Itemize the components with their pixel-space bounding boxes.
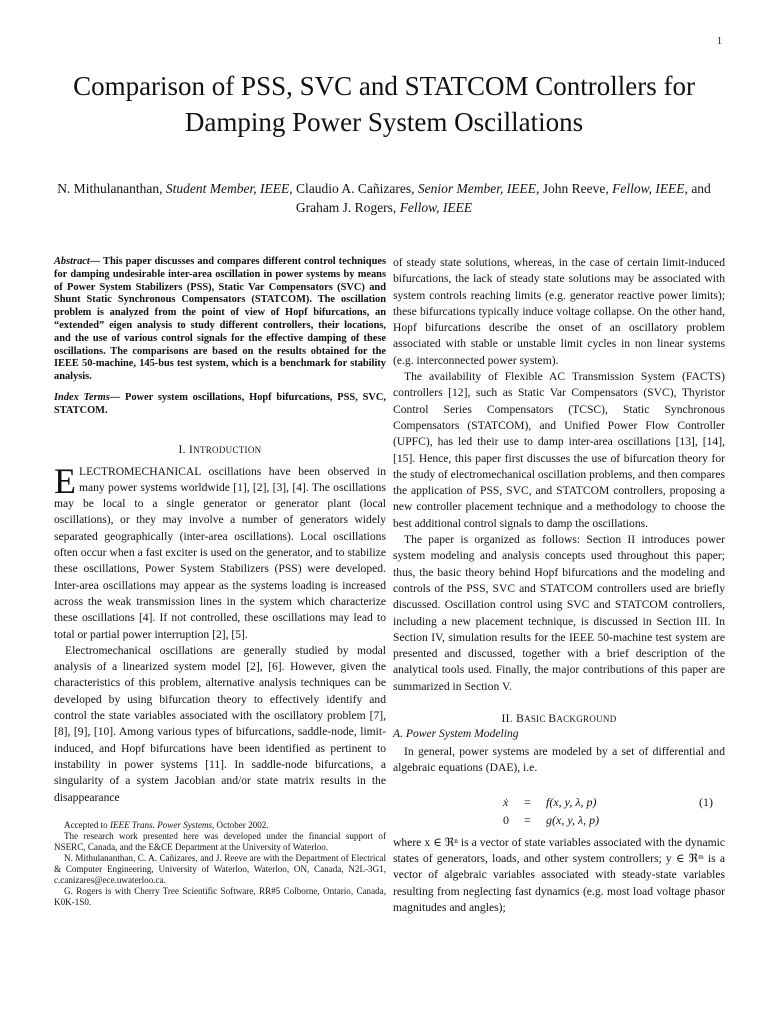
eq-rhs-1: f(x, y, λ, p)	[546, 794, 597, 809]
section-heading-background: II. BASIC BACKGROUND	[501, 713, 617, 726]
author-separator: , and Graham J. Rogers,	[295, 181, 711, 215]
author-2-role: Senior Member, IEEE	[417, 181, 536, 196]
drop-cap: E	[54, 460, 76, 501]
author-separator: , Claudio A. Cañizares,	[289, 181, 418, 196]
paper-title: Comparison of PSS, SVC and STATCOM Controllers for Damping Power System Oscillations	[73, 71, 695, 137]
background-paragraph-2: where x ∈ ℜⁿ is a vector of state variables associated with the dynamic states of generators, loads, and other system controllers; y ∈ ℜᵐ is a vector of algebraic variables associated with steady-state variables resulting from neglecting fast dynamics (e.g. most load voltage phasor magnitudes and angles);	[393, 835, 725, 914]
author-4-role: Fellow, IEEE	[399, 200, 473, 215]
footnote-affiliation: N. Mithulananthan, C. A. Cañizares, and J. Reeve are with the Department of Electrical & Computer Engineering, University of Waterloo, Waterloo, ON, Canada, N2L-3G1, c.canizares@ece.uwaterloo.ca.	[54, 853, 386, 885]
index-terms-label: Index Terms—	[54, 391, 121, 403]
author-list	[40, 179, 728, 217]
subsection-heading: A. Power System Modeling	[393, 727, 519, 741]
eq-op-1: =	[524, 794, 531, 809]
eq-lhs-1: ẋ	[503, 794, 509, 809]
section-heading-introduction: I. INTRODUCTION	[178, 443, 262, 456]
background-paragraph-1: In general, power systems are modeled by a set of differential and algebraic equations (DAE), i.e.	[393, 745, 725, 775]
index-terms	[54, 392, 386, 418]
footnote-rogers: G. Rogers is with Cherry Tree Scientific Software, RR#5 Colborne, Ontario, Canada, K0K-1S0.	[54, 886, 386, 907]
eq-number: (1)	[699, 794, 713, 809]
abstract	[54, 256, 386, 384]
eq-lhs-2: 0	[503, 812, 509, 827]
intro-paragraph-1: ELECTROMECHANICAL oscillations have been observed in many power systems worldwide [1], [2], [3], [4]. The oscillations may be local to a single generator or generator plant (local oscillations), or they may involve a number of generators widely separated geographically (inter-area oscillations). Local oscillations often occur when a fast exciter is used on the generator, and to stabilize these oscillations, Power System Stabilizers (PSS) were developed. Inter-area oscillations may appear as the systems loading is increased across the weak transmission lines in the system which characterize these oscillations [4]. If not controlled, these oscillations may lead to total or partial power interruption [2], [5].	[54, 460, 386, 641]
right-column	[393, 255, 725, 916]
eq-rhs-2: g(x, y, λ, p)	[546, 812, 600, 827]
intro-paragraph-3: of steady state solutions, whereas, in the case of certain limit-induced bifurcations, the lack of steady state solutions may be associated with system controls reaching limits (e.g. generator reactive power limits); these bifurcations typically induce voltage collapse. On the other hand, Hopf bifurcations describe the onset of an oscillatory problem associated with stable or unstable limit cycles in non linear systems (e.g. interconnected power system).	[393, 256, 725, 367]
footnote-funding: The research work presented here was developed under the financial support of NSERC, Canada, and the E&CE Department at the University of Waterloo.	[54, 831, 386, 852]
author-1-name: N. Mithulananthan,	[57, 181, 166, 196]
abstract-label: Abstract—	[54, 256, 101, 267]
author-3-role: Fellow, IEEE	[612, 181, 685, 196]
index-terms-text: Power system oscillations, Hopf bifurcations, PSS, SVC, STATCOM.	[54, 391, 386, 416]
equation-1	[393, 789, 725, 829]
left-column	[54, 256, 386, 806]
intro-paragraph-4: The availability of Flexible AC Transmission System (FACTS) controllers [12], such as Static Var Compensators (SVC), Thyristor Control Series Compensators (TCSC), Static Synchronous Compensators (STATCOM), and Unified Power Flow Controller (UPFC), has led their use to damp inter-area oscillations [13], [14], [15]. Hence, this paper first discusses the use of bifurcation theory for the study of electromechanical oscillation problems, and then compares the application of PSS, SVC, and STATCOM controllers, proposing a new controller placement technique and a methodology to choose the best additional control signals to damp the oscillations.	[393, 370, 725, 530]
abstract-text: This paper discusses and compares different control techniques for damping undesirable inter-area oscillation in power systems by means of Power System Stabilizers (PSS), Static Var Compensators (SVC) and Shunt Static Synchronous Compensators (STATCOM). The oscillation problem is analyzed from the point of view of Hopf bifurcations, an “extended” eigen analysis to study different controllers, their locations, and the use of various control signals for the effective damping of these oscillations. The comparisons are based on the results obtained for the IEEE 50-machine, 145-bus test system, which is a benchmark for stability analysis.	[54, 256, 386, 383]
author-1-role: Student Member, IEEE	[165, 181, 290, 196]
page-number: 1	[717, 36, 722, 47]
eq-op-2: =	[524, 812, 531, 827]
footnote-acceptance: Accepted to IEEE Trans. Power Systems, October 2002.	[64, 820, 269, 830]
intro-paragraph-2: Electromechanical oscillations are generally studied by modal analysis of a linearized system model [2], [6]. However, given the characteristics of this problem, alternative analysis techniques can be developed by using bifurcation theory to effectively identify and control the state variables associated with the oscillatory problem [7], [8], [9], [10]. Among various types of bifurcations, saddle-node, limit-induced, and Hopf bifurcations have been identified as pertinent to instability in power systems [11]. In saddle-node bifurcations, a singularity of a system Jacobian and/or state matrix results in the disappearance	[54, 643, 386, 804]
intro-paragraph-5: The paper is organized as follows: Section II introduces power system modeling and analysis concepts used throughout this paper; thus, the basic theory behind Hopf bifurcations and the modeling and controls of the PSS, SVC and STATCOM controllers used are briefly discussed. Oscillation control using SVC and STATCOM controllers, including a new placement technique, is discussed in Section III. In Section IV, simulation results for the IEEE 50-machine test system are presented and discussed, together with a brief description of the analytical tools used. Finally, the major contributions of this paper are summarized in Section V.	[393, 533, 725, 693]
footnotes	[54, 820, 386, 908]
author-separator: , John Reeve,	[535, 181, 613, 196]
